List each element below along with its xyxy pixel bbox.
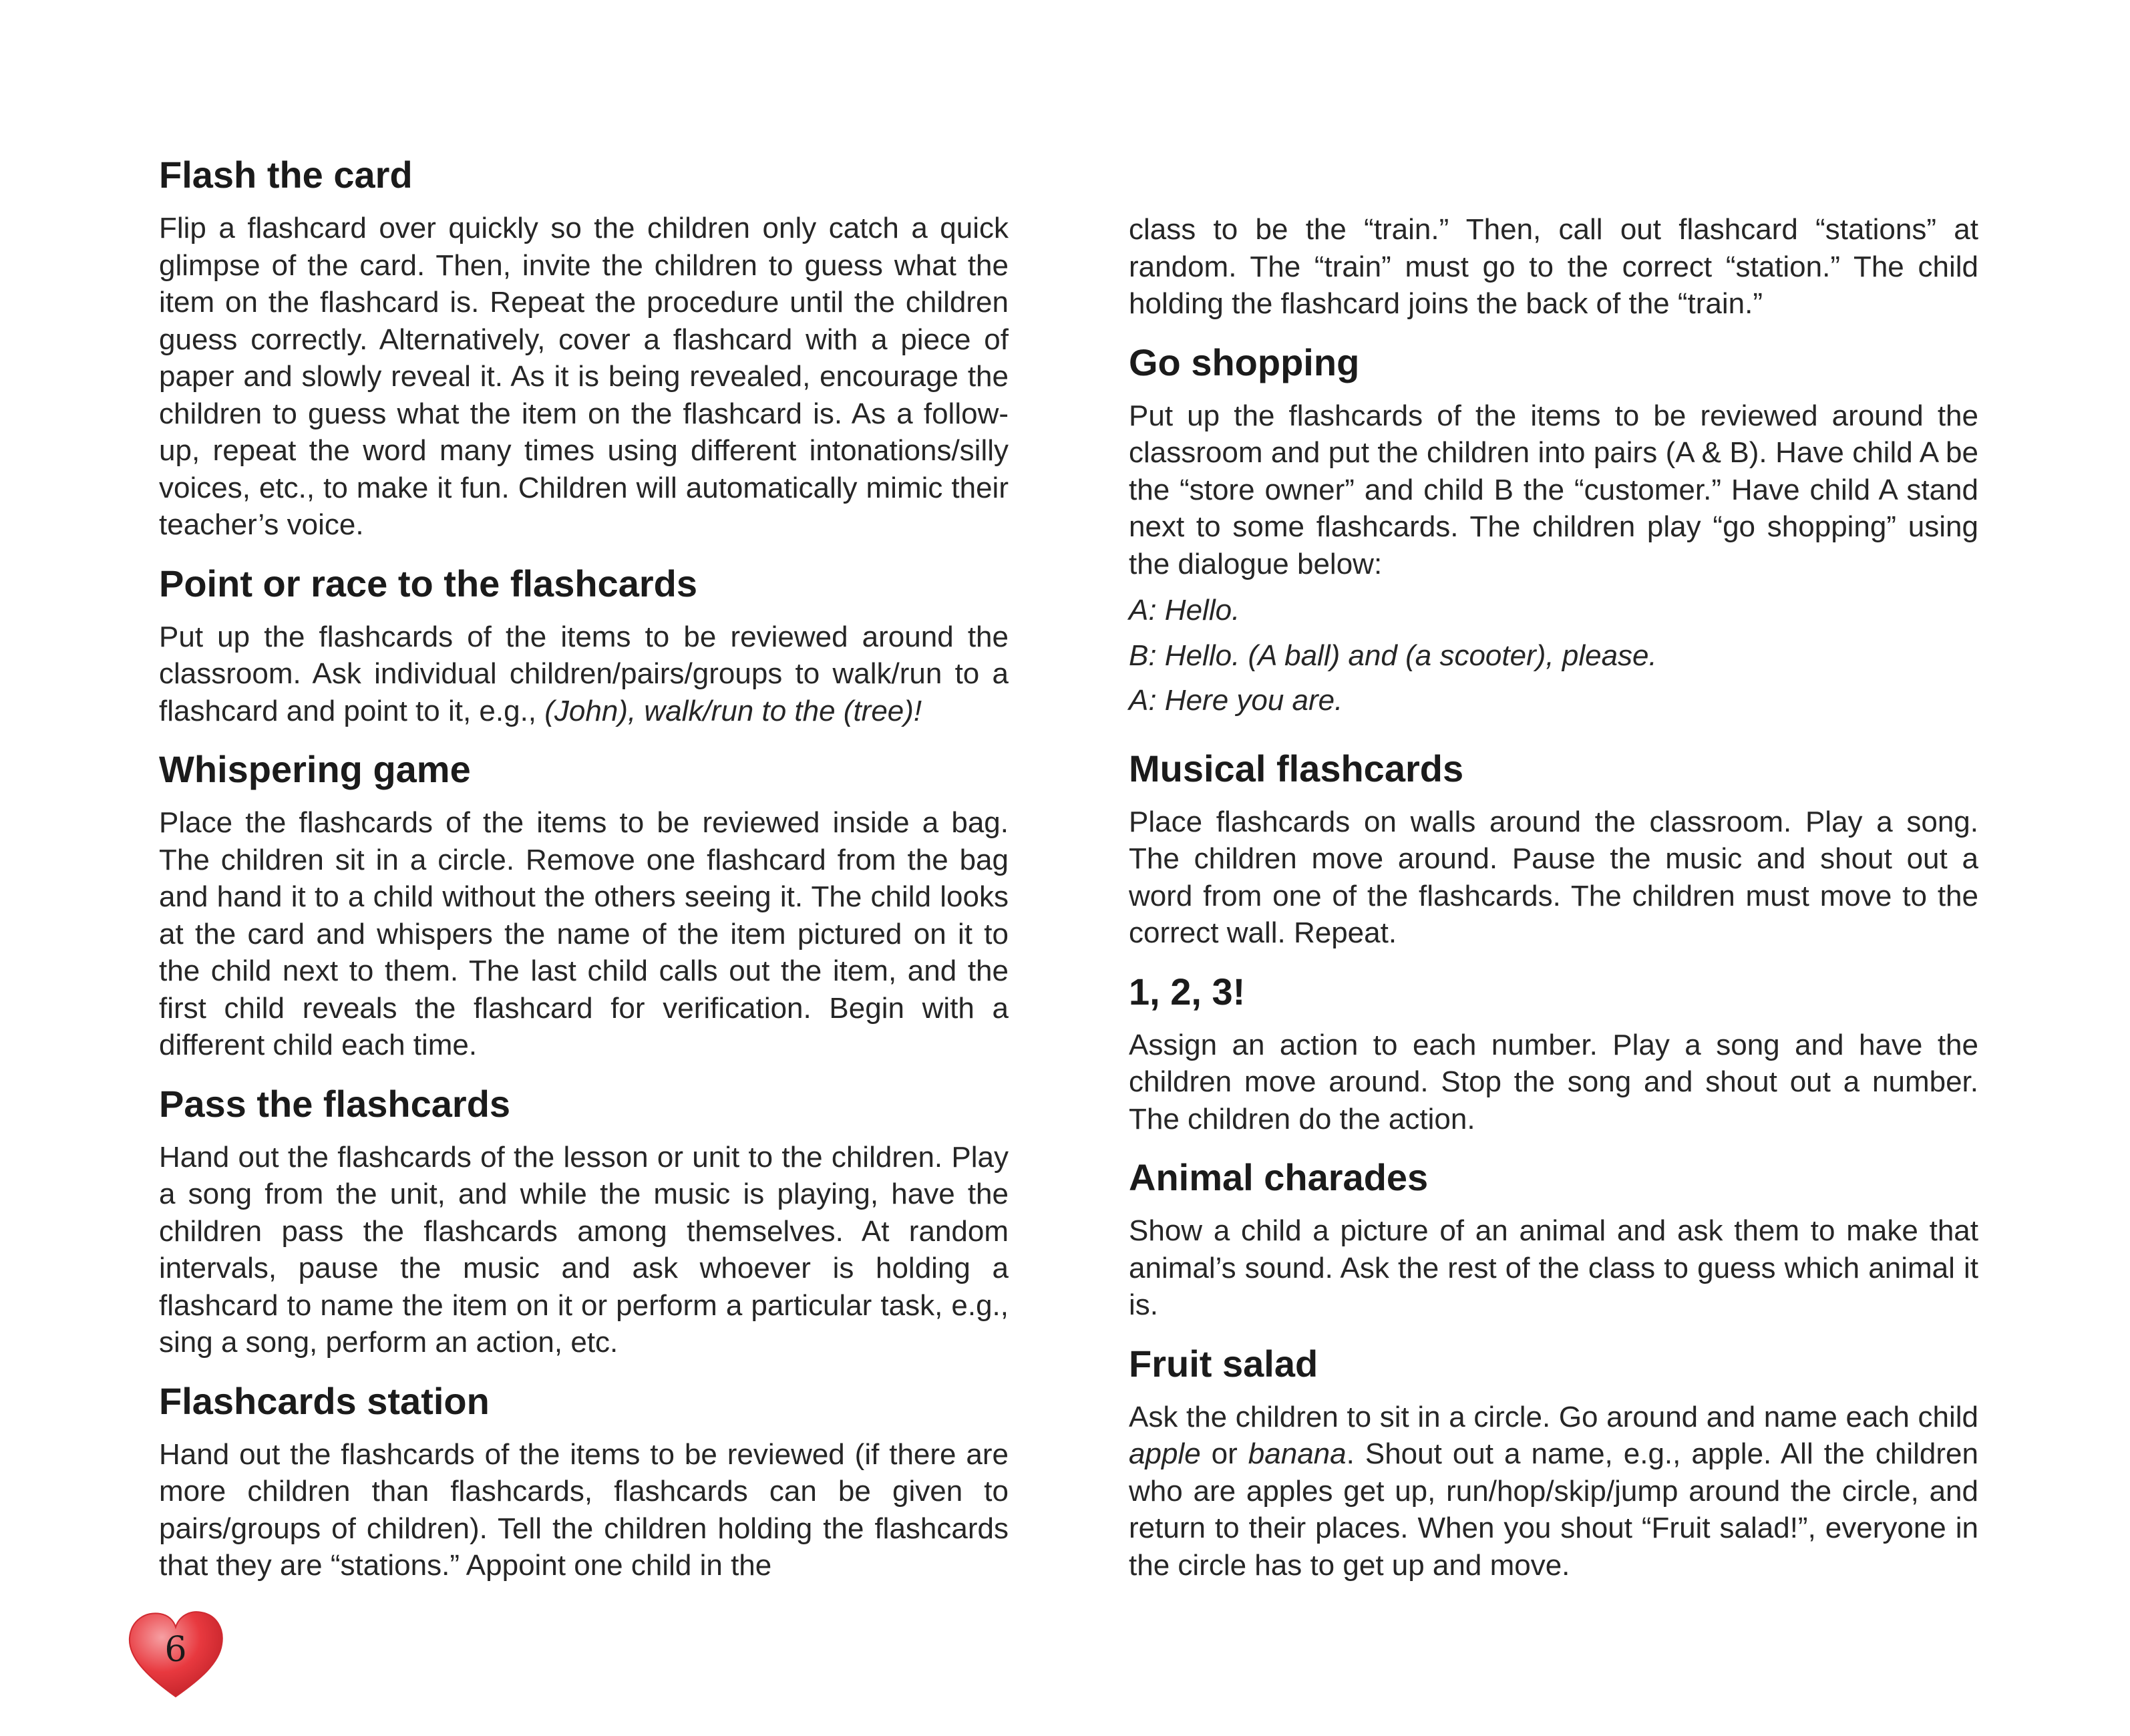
right-column [1129,211,1978,1601]
section-title: Go shopping [1129,341,1360,383]
section-text: Place flashcards on walls around the classroom. Play a song. The children move around. Pause the music and shout out a word from one of the flashcards. The children must move to the correct wall. Repeat. [1129,805,1978,949]
section-text: Assign an action to each number. Play a song and have the children move around. Stop the song and shout out a number. The children do the action. [1129,1028,1978,1136]
section-text: Flip a flashcard over quickly so the children only catch a quick glimpse of the card. Then, invite the children to guess what the item on the flashcard is. Repeat the procedure until the children guess correctly. Alternatively, cover a flashcard with a piece of paper and slowly reveal it. As it is being revealed, encourage the children to guess what the item on the flashcard is. As a follow-up, repeat the word many times using different intonations/silly voices, etc., to make it fun. Children will automatically mimic their teacher’s voice. [159,212,1009,541]
section-text: Hand out the flashcards of the lesson or unit to the children. Play a song from the unit, and while the music is playing, have the children pass the flashcards among themselves. At random intervals, pause the music and ask whoever is holding a flashcard to name the item on it or perform a particular task, e.g., sing a song, perform an action, etc. [159,1140,1009,1359]
section-whispering-game [159,747,1009,1064]
section-one-two-three [1129,969,1978,1138]
left-column [159,152,1009,1602]
section-text-main: Put up the flashcards of the items to be reviewed around the classroom. Ask individual children/pairs/groups to walk/run to a flashcard and point to it, e.g., [159,620,1009,727]
italic-word-banana: banana [1248,1437,1347,1470]
section-flashcards-station [159,1379,1009,1584]
section-flash-the-card [159,152,1009,544]
section-go-shopping [1129,340,1978,719]
section-text: Put up the flashcards of the items to be reviewed around the classroom and put the children into pairs (A & B). Have child A be the “store owner” and child B the “customer.” Have child A stand next to some flashcards. The children play “go shopping” using the dialogue below: [1129,399,1978,580]
section-text-continued: class to be the “train.” Then, call out flashcard “stations” at random. The “train” must go to the correct “station.” The child holding the flashcard joins the back of the “train.” [1129,213,1978,320]
section-title: Fruit salad [1129,1342,1318,1385]
section-musical-flashcards [1129,746,1978,952]
section-title: Musical flashcards [1129,747,1464,790]
section-title: 1, 2, 3! [1129,970,1246,1013]
dialogue [1129,592,1978,719]
section-text: Place the flashcards of the items to be reviewed inside a bag. The children sit in a circle. Remove one flashcard from the bag and hand it to a child without the others seeing it. The child looks at the card and whispers the name of the item pictured on it to the child next to them. The last child calls out the item, and the first child reveals the flashcard for verification. Begin with a different child each time. [159,806,1009,1061]
dialogue-line: A: Here you are. [1129,684,1343,717]
section-text: Hand out the flashcards of the items to be reviewed (if there are more children than flashcards, flashcards can be given to pairs/groups of children). Tell the children holding the flashcards that they are “stations.” Appoint one child in the [159,1437,1009,1582]
section-text-b: or [1200,1437,1248,1470]
section-title: Point or race to the flashcards [159,562,697,604]
section-title: Whispering game [159,748,471,790]
section-pass-the-flashcards [159,1081,1009,1361]
section-fruit-salad [1129,1341,1978,1584]
section-title: Flash the card [159,154,413,196]
section-title: Flashcards station [159,1379,490,1422]
section-title: Animal charades [1129,1156,1429,1198]
section-text: Show a child a picture of an animal and ask them to make that animal’s sound. Ask the rest of the class to guess which animal it is. [1129,1214,1978,1321]
dialogue-line: B: Hello. (A ball) and (a scooter), please. [1129,639,1657,672]
section-title: Pass the flashcards [159,1082,511,1125]
section-point-or-race [159,561,1009,730]
section-text-a: Ask the children to sit in a circle. Go around and name each child [1129,1400,1978,1433]
section-text [1129,1399,1978,1584]
section-text-c: . Shout out a name, e.g., apple. All the children who are apples get up, run/hop/skip/jump around the circle, and return to their places. When you shout “Fruit salad!”, everyone in the circle has to get up and move. [1129,1437,1978,1582]
italic-word-apple: apple [1129,1437,1201,1470]
dialogue-line: A: Hello. [1129,594,1240,627]
page-number: 6 [164,1630,187,1670]
example-phrase: (John), walk/run to the (tree)! [544,694,922,727]
section-animal-charades [1129,1155,1978,1324]
section-text [159,619,1009,730]
